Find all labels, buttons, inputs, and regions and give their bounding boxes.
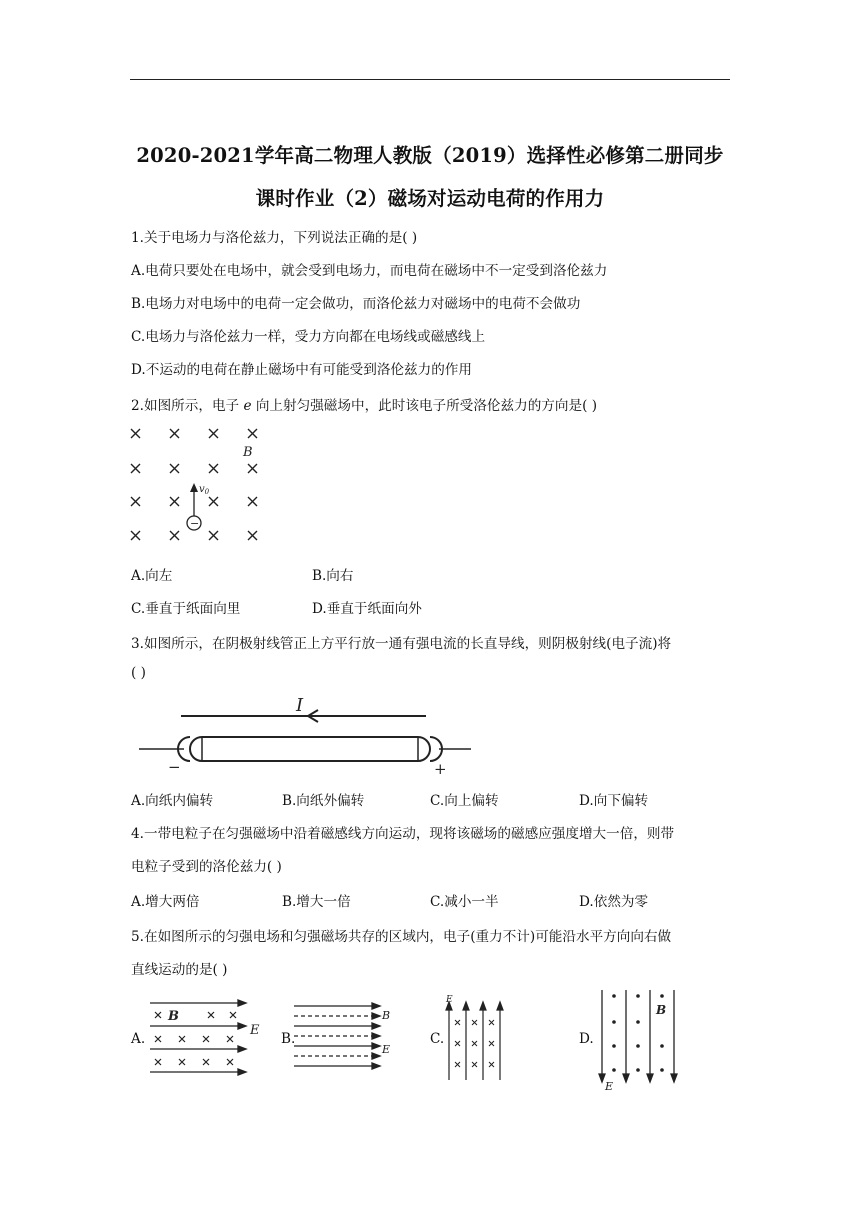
label-e: E [605,1080,614,1092]
cathode-sign: − [168,758,181,776]
q3-cathode-ray-tube-figure [136,690,476,776]
q1-option-b: B.电场力对电场中的电荷一定会做功，而洛伦兹力对磁场中的电荷不会做功 [131,296,581,312]
tube-body [190,737,430,761]
q4-option-a: A.增大两倍 [131,894,200,910]
q4-option-c: C.减小一半 [430,894,499,910]
q5-option-c: C. [430,1031,445,1047]
q2-option-a: A.向左 [131,568,173,584]
label-b: B [382,1009,391,1022]
q4-option-b: B.增大一倍 [282,894,351,910]
q3-stem-line-1: 3.如图所示，在阴极射线管正上方平行放一通有强电流的长直导线，则阴极射线(电子流)将 [131,636,672,652]
q3-stem-line-2: ( ) [131,665,146,681]
velocity-arrowhead [190,483,198,492]
q2-stem: 2.如图所示，电子 e 向上射匀强磁场中，此时该电子所受洛伦兹力的方向是( ) [131,398,597,414]
field-label-b: B [243,445,253,460]
q3-option-b: B.向纸外偏转 [282,793,365,809]
q5-figure-b [290,1001,400,1081]
q5-figure-c [444,994,514,1086]
header-rule [130,79,730,80]
q5-stem-line-2: 直线运动的是( ) [131,962,228,978]
q5-option-a: A. [131,1031,146,1047]
label-e: E [382,1043,391,1056]
q2-option-b: B.向右 [312,568,354,584]
title-line-2: 课时作业（2）磁场对运动电荷的作用力 [255,187,605,210]
q4-option-d: D.依然为零 [579,894,649,910]
label-b: B [656,1003,667,1017]
q2-magnetic-field-figure [126,424,276,548]
q1-stem: 1.关于电场力与洛伦兹力，下列说法正确的是( ) [131,230,418,246]
anode-sign: + [434,760,447,776]
q3-option-c: C.向上偏转 [430,793,499,809]
q2-option-d: D.垂直于纸面向外 [312,601,422,617]
q5-figure-d [594,986,690,1092]
q5-stem-line-1: 5.在如图所示的匀强电场和匀强磁场共存的区域内，电子(重力不计)可能沿水平方向向右做 [131,929,672,945]
q3-option-a: A.向纸内偏转 [131,793,214,809]
q5-option-b: B. [281,1031,296,1047]
q2-option-c: C.垂直于纸面向里 [131,601,241,617]
label-b: B [168,1009,179,1024]
q5-figure-a [146,996,272,1082]
title-line-1: 2020-2021学年高二物理人教版（2019）选择性必修第二册同步 [136,144,724,167]
q4-stem-line-2: 电粒子受到的洛伦兹力( ) [131,859,282,875]
label-e: E [250,1023,260,1038]
q4-stem-line-1: 4.一带电粒子在匀强磁场中沿着磁感线方向运动，现将该磁场的磁感应强度增大一倍，则带 [131,826,675,842]
electron-sign: − [190,517,200,530]
current-label: I [296,695,304,716]
q1-option-c: C.电场力与洛伦兹力一样，受力方向都在电场线或磁感线上 [131,329,486,345]
q3-option-d: D.向下偏转 [579,793,649,809]
q5-option-d: D. [579,1031,594,1047]
q1-option-d: D.不运动的电荷在静止磁场中有可能受到洛伦兹力的作用 [131,362,472,378]
velocity-label: $v_0$ [199,484,210,496]
label-e: E [446,995,453,1005]
q1-option-a: A.电荷只要处在电场中，就会受到电场力，而电荷在磁场中不一定受到洛伦兹力 [131,263,608,279]
